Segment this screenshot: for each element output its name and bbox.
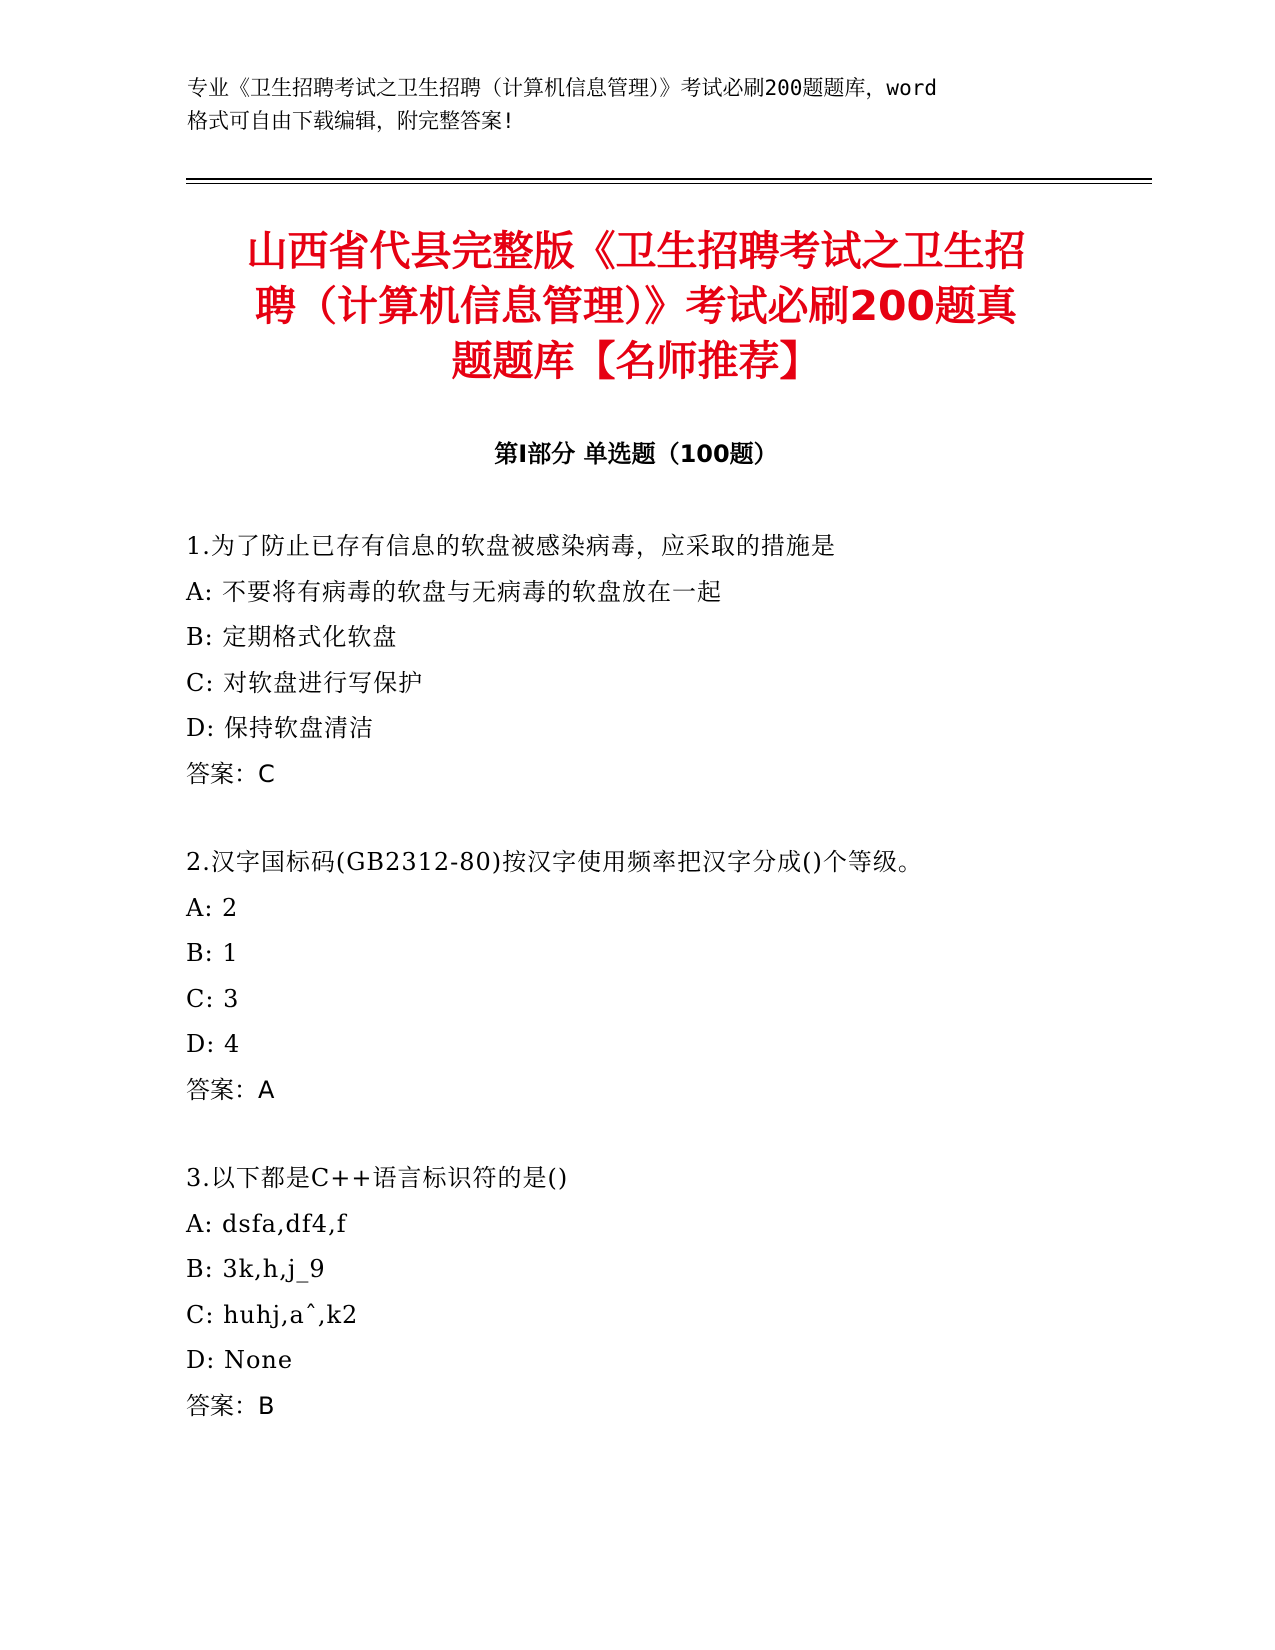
question-list — [186, 524, 1146, 1472]
option-a: A: dsfa,df4,f — [186, 1209, 347, 1238]
document-title-line-2: 聘（计算机信息管理）》考试必刷200题真 — [254, 282, 1018, 330]
section-heading: 第Ⅰ部分 单选题（100题） — [494, 440, 778, 468]
question-stem: 1.为了防止已存有信息的软盘被感染病毒，应采取的措施是 — [186, 532, 836, 560]
option-d: D: 4 — [186, 1030, 241, 1058]
answer-line: 答案：B — [186, 1391, 275, 1420]
option-b: B: 3k,h,j_9 — [186, 1255, 326, 1283]
answer-line: 答案：A — [186, 1075, 275, 1104]
option-b: B: 1 — [186, 939, 239, 967]
option-a: A: 2 — [186, 893, 239, 922]
document-title-line-1: 山西省代县完整版《卫生招聘考试之卫生招 — [246, 227, 1026, 275]
question-stem: 3.以下都是C++语言标识符的是() — [186, 1164, 569, 1192]
answer-line: 答案：C — [186, 759, 275, 788]
option-c: C: huhj,aˆ,k2 — [186, 1300, 359, 1329]
option-b: B: 定期格式化软盘 — [186, 623, 398, 651]
header-note-line-2: 格式可自由下载编辑，附完整答案! — [187, 109, 515, 133]
question-stem: 2.汉字国标码(GB2312-80)按汉字使用频率把汉字分成()个等级。 — [186, 848, 923, 876]
option-d: D: 保持软盘清洁 — [186, 714, 374, 742]
header-note — [187, 72, 1087, 138]
option-d: D: None — [186, 1346, 294, 1374]
question-item — [186, 840, 1146, 1113]
option-a: A: 不要将有病毒的软盘与无病毒的软盘放在一起 — [186, 577, 723, 606]
question-item — [186, 524, 1146, 797]
header-rule-thin — [186, 183, 1152, 184]
option-c: C: 对软盘进行写保护 — [186, 668, 424, 697]
document-title-line-3: 题题库【名师推荐】 — [451, 337, 821, 385]
header-rule-thick — [186, 178, 1152, 180]
question-item — [186, 1156, 1146, 1429]
document-title — [186, 224, 1086, 389]
header-note-line-1: 专业《卫生招聘考试之卫生招聘（计算机信息管理）》考试必刷200题题库，word — [187, 76, 937, 100]
option-c: C: 3 — [186, 984, 240, 1013]
